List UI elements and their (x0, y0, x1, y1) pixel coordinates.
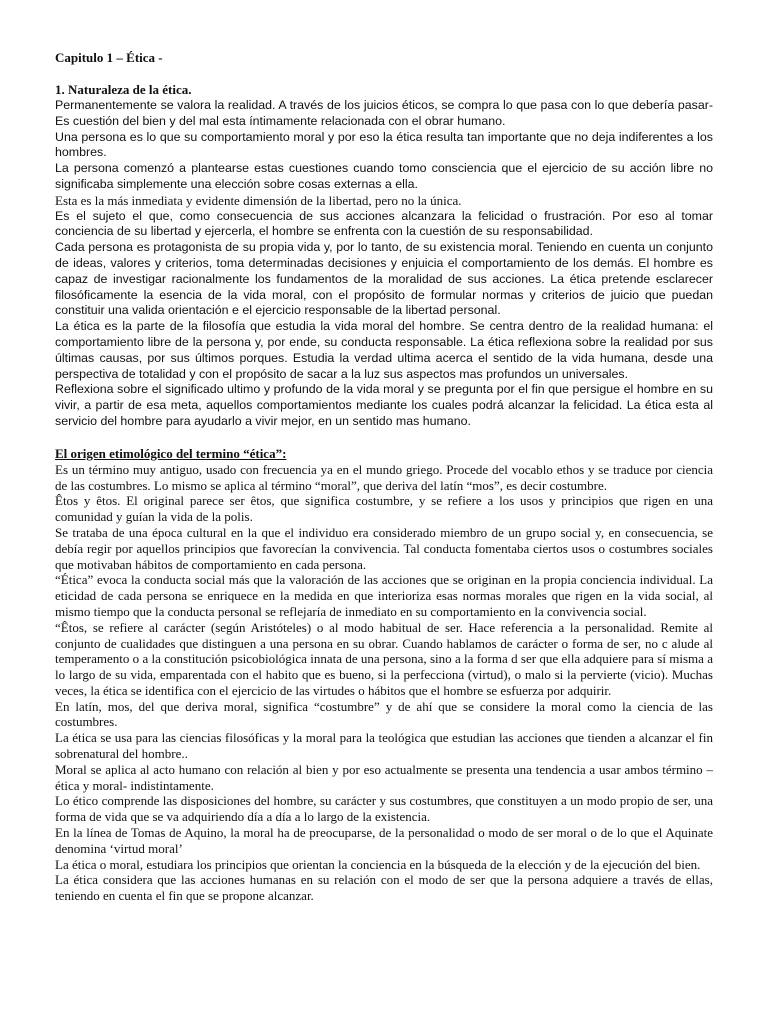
paragraph: La ética se usa para las ciencias filosóficas y la moral para la teológica que estudian las acciones que tienden a alcanzar el fin sobrenatural del hombre.. (55, 730, 713, 762)
paragraph: Êtos y êtos. El original parece ser êtos, que significa costumbre, y se refiere a los usos y principios que rigen en una comunidad y guían la vida de la polis. (55, 493, 713, 525)
paragraph: Reflexiona sobre el significado ultimo y profundo de la vida moral y se pregunta por el fin que persigue el hombre en su vivir, a partir de esa meta, aquellos comportamientos mediante los cuales podrá alcanzar la felicidad. La ética esta al servicio del hombre para ayudarlo a vivir mejor, en un sentido mas humano. (55, 382, 713, 428)
paragraph: Es un término muy antiguo, usado con frecuencia ya en el mundo griego. Procede del vocablo ethos y se traduce por ciencia de las costumbres. Lo mismo se aplica al término “moral”, que deriva del latín “mos”, es decir costumbre. (55, 461, 713, 493)
paragraph: Una persona es lo que su comportamiento moral y por eso la ética resulta tan importante que no deja indiferentes a los hombres. (55, 129, 713, 160)
section-heading: 1. Naturaleza de la ética. (55, 82, 192, 97)
paragraph: Se trataba de una época cultural en la que el individuo era considerado miembro de un grupo social y, en consecuencia, se debía regir por aquellos principios que favorecían la convivencia. Tal conducta fomentaba ciertos usos o costumbres sociales que motivaban hábitos de comportamiento en cada persona. (55, 524, 713, 572)
paragraph: Moral se aplica al acto humano con relación al bien y por eso actualmente se presenta una tendencia a usar ambos término –ética y moral- indistintamente. (55, 761, 713, 793)
paragraph: La persona comenzó a plantearse estas cuestiones cuando tomo consciencia que el ejercicio de su acción libre no significaba simplemente una elección sobre cosas externas a ella. (55, 161, 713, 191)
section-heading: El origen etimológico del termino “ética”: (55, 445, 287, 461)
paragraph: Permanentemente se valora la realidad. A través de los juicios éticos, se compra lo que pasa con lo que debería pasar- Es cuestión del bien y del mal esta íntimamente relacionada con el obrar humano. (55, 98, 713, 128)
paragraph: La ética o moral, estudiara los principios que orientan la conciencia en la búsqueda de la elección y de la ejecución del bien. (55, 856, 701, 872)
paragraph: La ética es la parte de la filosofía que estudia la vida moral del hombre. Se centra dentro de la realidad humana: el comportamiento libre de la persona y, por ende, su conducta responsable. La ética reflexiona sobre la realidad por sus últimas causas, por sus últimos porques. Estudia la verdad ultima acerca el sentido de la vida humana, desde una perspectiva de totalidad y con el propósito de sacar a la luz sus aspectos mas profundos un universales. (55, 319, 713, 381)
paragraph: En la línea de Tomas de Aquino, la moral ha de preocuparse, de la personalidad o modo de ser moral o de lo que el Aquinate denomina ‘virtud moral’ (55, 825, 713, 856)
document-body (55, 82, 713, 904)
paragraph: Cada persona es protagonista de su propia vida y, por lo tanto, de su existencia moral. Teniendo en cuenta un conjunto de ideas, valores y criterios, toma determinadas decisiones y enjuicia el comportamiento de los demás. El hombre es capaz de investigar racionalmente los fundamentos de la moralidad de sus acciones. La ética pretende esclarecer filosóficamente la esencia de la vida moral, con el propósito de formular normas y criterios de juicio que puedan constituir una valida orientación e el ejercicio responsable de la libertad personal. (55, 240, 713, 318)
paragraph: La ética considera que las acciones humanas en su relación con el modo de ser que la persona adquiere a través de ellas, teniendo en cuenta el fin que se propone alcanzar. (55, 872, 713, 904)
paragraph: “Êtos, se refiere al carácter (según Aristóteles) o al modo habitual de ser. Hace referencia a la personalidad. Remite al conjunto de cualidades que distinguen a una persona en su obrar. Cuando hablamos de carácter o forma de ser, no c alude al temperamento o a la constitución psicobiológica innata de una persona, sino a la forma d ser que ella adquiere para sí misma a lo largo de su vida, emparentada con el habito que es bueno, si la perfecciona (virtud), o malo si la pervierte (vicio). Muchas veces, la ética se identifica con el ejercicio de las virtudes o hábitos que el hombre se esfuerza por adquirir. (55, 619, 713, 698)
section (55, 82, 713, 430)
paragraph: Esta es la más inmediata y evidente dimensión de la libertad, pero no la única. (55, 192, 462, 208)
document-title: Capitulo 1 – Ética - (55, 50, 163, 65)
paragraph: “Ética” evoca la conducta social más que la valoración de las acciones que se originan en la propia conciencia individual. La eticidad de cada persona se enriquece en la medida en que interioriza esas normas morales que rigen en la vida social, al mismo tiempo que la conducta personal se reflejaría de inmediato en su comportamiento en la convivencia social. (55, 572, 713, 619)
paragraph: En latín, mos, del que deriva moral, significa “costumbre” y de ahí que se considere la moral como la ciencia de las costumbres. (55, 698, 713, 730)
paragraph: Lo ético comprende las disposiciones del hombre, su carácter y sus costumbres, que constituyen a un modo propio de ser, una forma de vida que se va adquiriendo día a día a lo largo de la existencia. (55, 793, 713, 825)
section (55, 446, 713, 904)
paragraph: Es el sujeto el que, como consecuencia de sus acciones alcanzara la felicidad o frustración. Por eso al tomar conciencia de su libertad y ejercerla, el hombre se enfrenta con la cuestión de su responsabilidad. (55, 208, 713, 239)
